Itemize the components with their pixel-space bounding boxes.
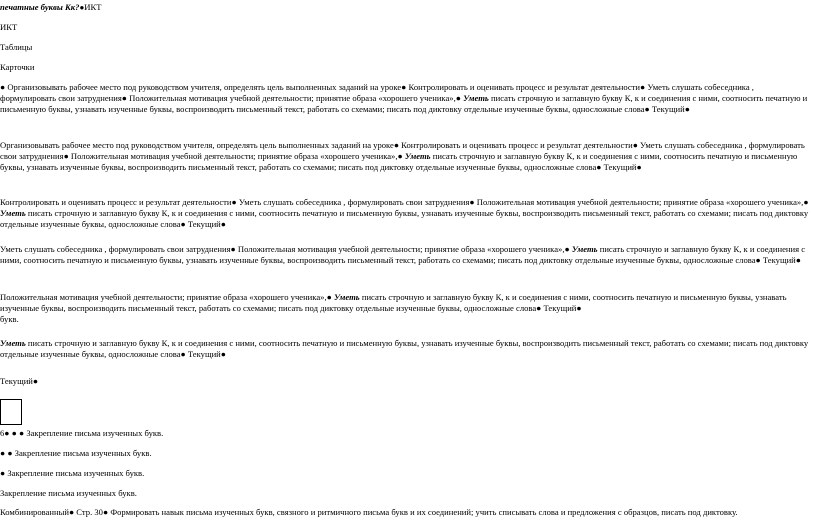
header-tail: ИКТ	[84, 2, 102, 12]
paragraph-1-bold: Уметь	[463, 92, 489, 103]
line-8: ● Закрепление письма изученных букв.	[0, 468, 145, 478]
line-7: ● ● Закрепление письма изученных букв.	[0, 448, 152, 458]
empty-box	[0, 399, 22, 425]
paragraph-3-bold: Уметь	[0, 207, 26, 218]
line-9: Закрепление письма изученных букв.	[0, 488, 137, 498]
paragraph-5-lead: Положительная мотивация учебной деятельности; принятие образа «хорошего ученика»,●	[0, 292, 334, 302]
paragraph-1-tail: писать строчную и заглавную букву К, к и соединения с ними, соотносить печатную и письменную буквы, узнавать изученные буквы, воспроизводить письменный текст, работать со схемами; писать под диктовку отдельные изученные буквы, односложные слова● Текущий●	[0, 92, 808, 114]
paragraph-2-bold: Уметь	[404, 150, 431, 161]
header-line	[0, 2, 812, 14]
paragraph-4-tail: писать строчную и заглавную букву К, к и соединения с ними, соотносить печатную и письменную буквы, узнавать изученные буквы, воспроизводить письменный текст, работать со схемами; писать под диктовку отдельные изученные буквы, односложные слова● Текущий●	[0, 244, 806, 265]
paragraph-3-tail: писать строчную и заглавную букву К, к и соединения с ними, соотносить печатную и письменную буквы, узнавать изученные буквы, воспроизводить письменный текст, работать со схемами; писать под диктовку отдельные изученные буквы, односложные слова● Текущий●	[0, 207, 809, 229]
paragraph-2-tail: писать строчную и заглавную букву К, к и соединения с ними, соотносить печатную и письменную буквы, узнавать изученные буквы, воспроизводить письменный текст, работать со схемами; писать под диктовку отдельные изученные буквы, односложные слова● Текущий●	[0, 150, 798, 172]
paragraph-5	[0, 292, 812, 325]
paragraph-6-tail: писать строчную и заглавную букву К, к и соединения с ними, соотносить печатную и письменную буквы, узнавать изученные буквы, воспроизводить письменный текст, работать со схемами; писать под диктовку отдельные изученные буквы, односложные слова● Текущий●	[0, 338, 809, 359]
paragraph-2-lead: Организовывать рабочее место под руководством учителя, определять цель выполненных заданий на уроке● Контролировать и оценивать процесс и результат деятельности● Уметь слушать собеседника , формулировать свои затруднения● Положительная мотивация учебной деятельности; принятие образа «хорошего ученика»,●	[0, 140, 805, 161]
paragraph-6-bold: Уметь	[0, 338, 26, 348]
paragraph-5-trail: букв.	[0, 313, 19, 324]
paragraph-1	[0, 82, 812, 115]
bullet-icon: ●	[79, 3, 85, 12]
paragraph-6	[0, 338, 812, 360]
paragraph-4	[0, 244, 812, 266]
paragraph-1-lead: ● Организовывать рабочее место под руководством учителя, определять цель выполненных заданий на уроке● Контролировать и оценивать процесс и результат деятельности● Уметь слушать собеседника , формулировать свои затруднения● Положительная мотивация учебной деятельности; принятие образа «хорошего ученика»,●	[0, 82, 754, 103]
line-6: 6● ● ● Закрепление письма изученных букв.	[0, 428, 164, 438]
line-10: Комбинированный● Стр. 30● Формировать навык письма изученных букв, связного и ритмичного письма букв и их соединений; учить списывать слова и предложения с образцов, писать под диктовку.	[0, 507, 738, 517]
line-cards: Карточки	[0, 62, 35, 72]
paragraph-5-tail: писать строчную и заглавную букву К, к и соединения с ними, соотносить печатную и письменную буквы, узнавать изученные буквы, воспроизводить письменный текст, работать со схемами; писать под диктовку отдельные изученные буквы, односложные слова● Текущий●	[0, 292, 787, 313]
header-title: печатные буквы Кк?	[0, 2, 80, 12]
paragraph-5-bold: Уметь	[333, 292, 360, 302]
paragraph-4-lead: Уметь слушать собеседника , формулировать свои затруднения● Положительная мотивация учебной деятельности; принятие образа «хорошего ученика»,●	[0, 244, 572, 254]
line-tables: Таблицы	[0, 42, 33, 52]
paragraph-2	[0, 140, 812, 173]
paragraph-3	[0, 197, 812, 230]
line-current: Текущий●	[0, 376, 39, 386]
line-ikt: ИКТ	[0, 22, 18, 32]
paragraph-3-lead: Контролировать и оценивать процесс и результат деятельности● Уметь слушать собеседника , формулировать свои затруднения● Положительная мотивация учебной деятельности; принятие образа «хорошего ученика»,●	[0, 197, 809, 207]
paragraph-4-bold: Уметь	[571, 244, 598, 254]
